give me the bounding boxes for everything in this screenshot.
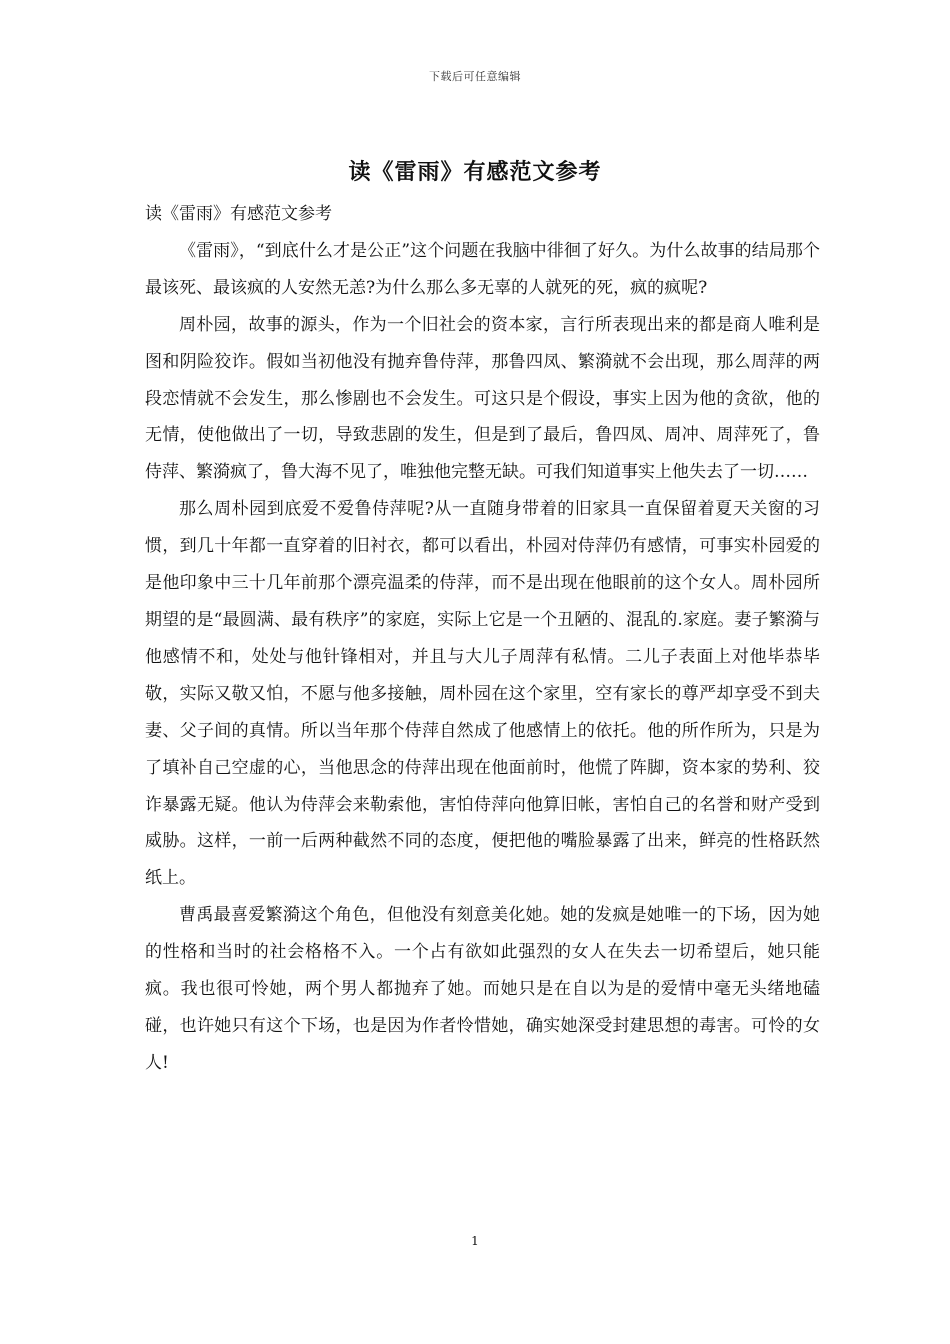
document-title: 读《雷雨》有感范文参考 bbox=[348, 159, 602, 185]
document-body bbox=[145, 196, 820, 1082]
paragraph: 曹禹最喜爱繁漪这个角色，但他没有刻意美化她。她的发疯是她唯一的下场，因为她的性格和当时的社会格格不入。一个占有欲如此强烈的女人在失去一切希望后，她只能疯。我也很可怜她，两个男人都抛弃了她。而她只是在自以为是的爱情中毫无头绪地磕碰，也许她只有这个下场，也是因为作者怜惜她，确实她深受封建思想的毒害。可怜的女人! bbox=[145, 905, 820, 1073]
paragraph: 那么周朴园到底爱不爱鲁侍萍呢?从一直随身带着的旧家具一直保留着夏天关窗的习惯，到几十年都一直穿着的旧衬衣，都可以看出，朴园对侍萍仍有感情，可事实朴园爱的是他印象中三十几年前那个漂亮温柔的侍萍，而不是出现在他眼前的这个女人。周朴园所期望的是“最圆满、最有秩序”的家庭，实际上它是一个丑陋的、混乱的.家庭。妻子繁漪与他感情不和，处处与他针锋相对，并且与大儿子周萍有私情。二儿子表面上对他毕恭毕敬，实际又敬又怕，不愿与他多接触，周朴园在这个家里，空有家长的尊严却享受不到夫妻、父子间的真情。所以当年那个侍萍自然成了他感情上的依托。他的所作所为，只是为了填补自己空虚的心，当他思念的侍萍出现在他面前时，他慌了阵脚，资本家的势利、狡诈暴露无疑。他认为侍萍会来勒索他，害怕侍萍向他算旧帐，害怕自己的名誉和财产受到威胁。这样，一前一后两种截然不同的态度，便把他的嘴脸暴露了出来，鲜亮的性格跃然纸上。 bbox=[145, 499, 820, 889]
page-number: 1 bbox=[471, 1234, 479, 1248]
paragraph: 周朴园，故事的源头，作为一个旧社会的资本家，言行所表现出来的都是商人唯利是图和阴险狡诈。假如当初他没有抛弃鲁侍萍，那鲁四凤、繁漪就不会出现，那么周萍的两段恋情就不会发生，那么惨剧也不会发生。可这只是个假设，事实上因为他的贪欲，他的无情，使他做出了一切，导致悲剧的发生，但是到了最后，鲁四凤、周冲、周萍死了，鲁侍萍、繁漪疯了，鲁大海不见了，唯独他完整无缺。可我们知道事实上他失去了一切…… bbox=[145, 314, 820, 483]
header-note: 下载后可任意编辑 bbox=[429, 70, 521, 83]
paragraph: 《雷雨》，“到底什么才是公正”这个问题在我脑中徘徊了好久。为什么故事的结局那个最该死、最该疯的人安然无恙?为什么那么多无辜的人就死的死，疯的疯呢? bbox=[145, 240, 820, 298]
document-subtitle: 读《雷雨》有感范文参考 bbox=[145, 204, 332, 224]
